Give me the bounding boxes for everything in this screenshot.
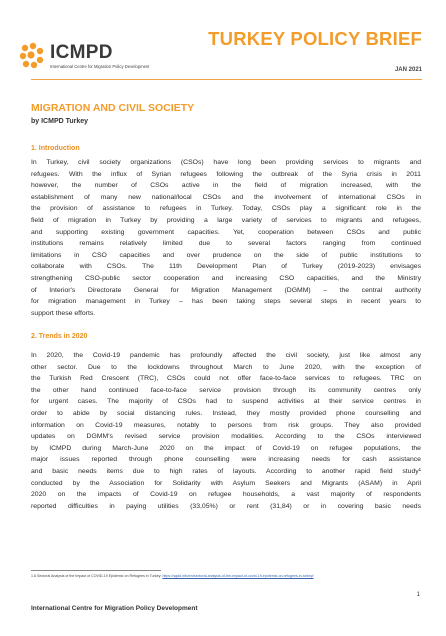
paragraph-line: In Turkey, civil society organizations (CSOs) have long been providing services to migrants and <box>31 159 421 166</box>
brief-title: TURKEY POLICY BRIEF <box>208 28 422 49</box>
paragraph-line: and supporting existing government capacities. Yet, cooperation between CSOs and public <box>31 228 421 236</box>
footnote-text: 1 A Sectoral Analysis of the Impact of COVID-19 Epidemic on Refugees in Turkey: <box>31 574 162 578</box>
paragraph-line: however, the number of CSOs active in the field of migration increased, with the <box>31 182 421 190</box>
paragraph-line: for migration management in Turkey – has been taking steps several steps in recent years to <box>31 298 421 306</box>
paragraph-line: 2020 on the impacts of Covid-19 on refugee households, a vast majority of respondents <box>31 491 421 499</box>
paragraph-line: of Interior's Directorate General for Migration Management (DGMM) – the central authority <box>31 286 421 294</box>
logo-subtitle: International Centre for Migration Policy Development <box>50 64 150 69</box>
icmpd-logo <box>17 40 157 80</box>
paragraph-line: the Turkish Red Crescent (TRC), CSOs could not offer face-to-face services to refugees. TRC on <box>31 375 421 383</box>
paragraph-line: reported difficulties in paying utilities (33,05%) or rent (31,84) or in covering basic needs <box>31 502 421 510</box>
footnote-divider <box>31 570 161 571</box>
paragraph-line: information on Covid-19 measures, notably to persons from risk groups. They also provided <box>31 421 421 429</box>
paragraph-line: establishment of many new national/local CSOs and the involvement of international CSOs in <box>31 193 421 201</box>
header-divider <box>31 79 422 80</box>
document-title: MIGRATION AND CIVIL SOCIETY <box>31 102 195 114</box>
section-heading-introduction: 1. Introduction <box>31 145 80 152</box>
paragraph-line: the other hand continued face-to-face service provision through its community centres only <box>31 386 421 394</box>
paragraph-line: strengthening CSO-public sector cooperation and increasing CSO capacities, and the Ministry <box>31 274 421 282</box>
paragraph-line: major issues reported through phone counselling were increasing needs for cash assistance <box>31 456 421 464</box>
paragraph-line: other sector. Due to the lockdowns throughout March to June 2020, with the exception of <box>31 363 421 371</box>
section-body-introduction <box>31 157 421 319</box>
paragraph-line: for urgent cases. The majority of CSOs had to suspend activities at their service centres in <box>31 398 421 406</box>
paragraph-line: collaborate with CSOs. The 11th Development Plan of Turkey (2019-2023) envisages <box>31 263 421 271</box>
paragraph-line: by ICMPD during March-June 2020 on the impact of Covid-19 on refugee populations, the <box>31 444 421 452</box>
section-body-trends-2020 <box>31 350 421 512</box>
paragraph-line: institutions remains relatively limited due to several factors ranging from continued <box>31 240 421 248</box>
logo-name: ICMPD <box>50 42 113 63</box>
paragraph-line: support these efforts. <box>31 309 96 317</box>
section-heading-trends-2020: 2. Trends in 2020 <box>31 333 88 340</box>
footer-organization: International Centre for Migration Policy Development <box>31 605 198 612</box>
paragraph-line: limitations in CSO capacities and over prudence on the side of public institutions to <box>31 251 421 259</box>
document-byline: by ICMPD Turkey <box>31 118 89 125</box>
paragraph-line: updates on DGMM's revised service provision modalities. According to the CSOs interviewed <box>31 433 421 441</box>
footnote <box>31 574 314 578</box>
footnote-link[interactable]: https://sgdd.info/en/sectoral-analysis-of-the-impact-of-covid-19-epidemic-on-refugees-in-turkey/ <box>162 574 314 578</box>
paragraph-line: In 2020, the Covid-19 pandemic has profoundly affected the civil society, just like almost any <box>31 352 421 359</box>
paragraph-line: order to abide by social distancing rules. Instead, they mostly provided phone counselling and <box>31 409 421 417</box>
paragraph-line: refugees. With the influx of Syrian refugees following the outbreak of the Syria crisis in 2011 <box>31 170 421 178</box>
brief-date: JAN 2021 <box>394 67 422 73</box>
paragraph-line: field of migration in Turkey by providing a large variety of services to migrants and refugees, <box>31 216 421 224</box>
paragraph-line: conducted by the Association for Solidarity with Asylum Seekers and Migrants (ASAM) in April <box>31 479 421 487</box>
paragraph-line: and basic needs items due to high rates of layouts. According to another rapid field study¹ <box>31 467 421 475</box>
paragraph-line: the provision of assistance to refugees in Turkey. Today, CSOs play a significant role in the <box>31 205 421 213</box>
page-number: 1 <box>416 592 420 598</box>
icmpd-logo-mark-icon <box>17 42 47 70</box>
